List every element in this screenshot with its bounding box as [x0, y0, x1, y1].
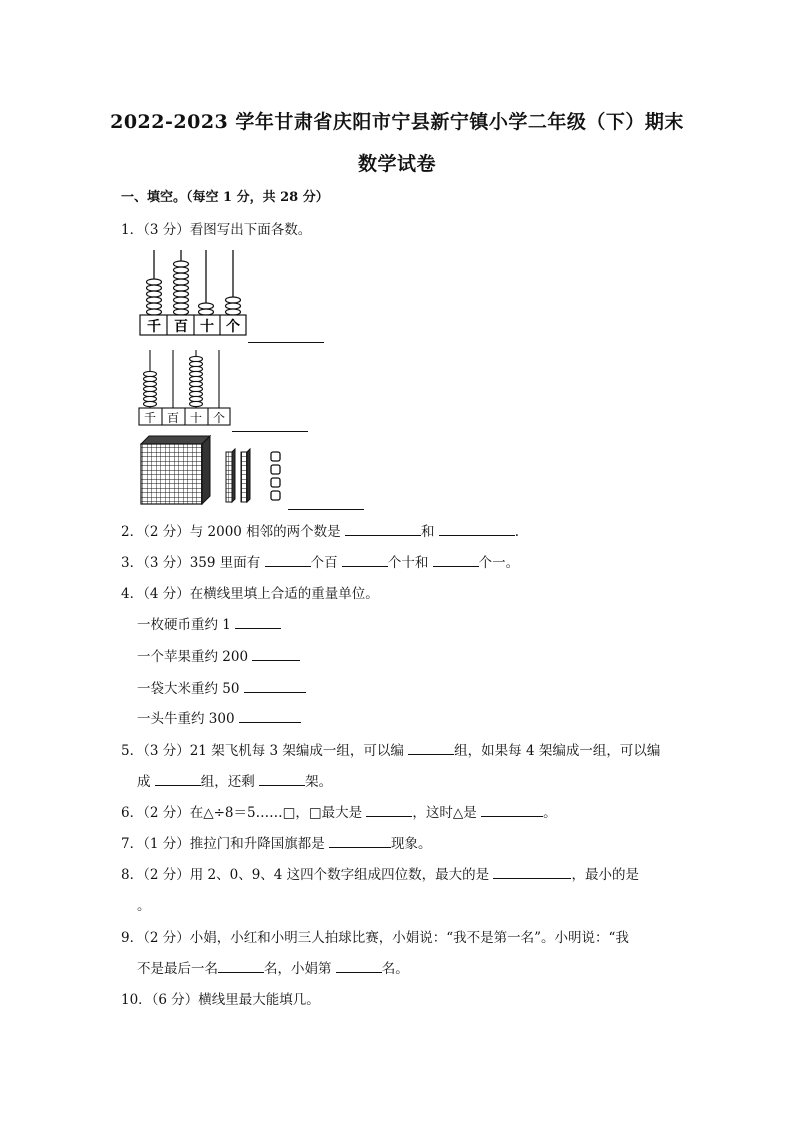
q9-text-c: 名，小娟第 — [264, 961, 332, 977]
q2-blank-1[interactable] — [345, 523, 421, 536]
abacus2-label-hundreds: 百 — [166, 411, 180, 425]
q4-item-2-text: 一个苹果重约 200 — [137, 649, 249, 665]
q6-text-c: 。 — [543, 805, 557, 821]
q2-text-c: . — [514, 524, 520, 540]
section-heading: 一、填空。（每空 1 分，共 28 分） — [121, 190, 329, 205]
q2-blank-2[interactable] — [439, 523, 515, 536]
abacus1-label-hundreds: 百 — [174, 319, 188, 335]
q9-text-d: 名。 — [381, 961, 409, 977]
q3-text-b: 个百 — [310, 555, 338, 571]
question-6 — [121, 801, 557, 821]
question-7 — [121, 832, 432, 852]
abacus-figure-2 — [138, 348, 233, 428]
question-5-line1 — [121, 739, 660, 759]
q5-blank-1[interactable] — [408, 742, 454, 755]
q5-text-d: 组，还剩 — [200, 774, 255, 790]
exam-title-line2: 数学试卷 — [357, 153, 436, 175]
q3-blank-2[interactable] — [342, 554, 388, 567]
q4-item-1-text: 一枚硬币重约 1 — [137, 617, 231, 633]
abacus-figure-1 — [138, 247, 248, 337]
q7-text-a: 7．（1 分）推拉门和升降国旗都是 — [121, 836, 325, 852]
q3-blank-1[interactable] — [265, 554, 311, 567]
q8-text-b: ，最小的是 — [571, 867, 639, 883]
q2-text-b: 和 — [420, 524, 435, 540]
q3-text-c: 个十和 — [387, 555, 429, 571]
q7-blank-1[interactable] — [329, 835, 391, 848]
q8-text-a: 8．（2 分）用 2、0、9、4 这四个数字组成四位数，最大的是 — [121, 867, 490, 883]
answer-blank-1a[interactable] — [248, 330, 324, 343]
question-4: 4．（4 分）在横线里填上合适的重量单位。 — [121, 586, 379, 602]
q4-item-coin — [137, 613, 281, 633]
q8-blank-1[interactable] — [493, 866, 571, 879]
q3-text-d: 个一。 — [478, 555, 520, 571]
q4-item-cow — [137, 707, 301, 727]
answer-blank-1c[interactable] — [288, 497, 364, 510]
q5-text-a: 5．（3 分）21 架飞机每 3 架编成一组，可以编 — [121, 743, 404, 759]
q5-text-c: 成 — [137, 774, 151, 790]
q4-blank-3[interactable] — [244, 680, 306, 693]
q4-item-apple — [137, 645, 300, 665]
question-3 — [121, 551, 519, 571]
q9-text-b: 不是最后一名 — [137, 961, 218, 977]
abacus1-label-tens: 十 — [200, 319, 214, 335]
q5-text-b: 组，如果每 4 架编成一组，可以编 — [454, 743, 661, 759]
q6-blank-1[interactable] — [366, 804, 412, 817]
q4-blank-2[interactable] — [252, 648, 300, 661]
question-5-line2 — [137, 770, 332, 790]
q4-item-rice — [137, 677, 306, 697]
q8-line2: 。 — [137, 898, 151, 914]
q7-text-b: 现象。 — [391, 836, 432, 852]
q2-text-a: 2．（2 分）与 2000 相邻的两个数是 — [121, 524, 341, 540]
question-1: 1．（3 分）看图写出下面各数。 — [121, 222, 312, 238]
q9-blank-1[interactable] — [218, 960, 264, 973]
q6-text-b: ，这时△是 — [412, 805, 477, 821]
base-ten-blocks-figure — [138, 434, 298, 508]
q5-blank-2[interactable] — [155, 773, 201, 786]
question-8 — [121, 863, 639, 883]
abacus1-label-ones: 个 — [226, 319, 240, 335]
q6-text-a: 6．（2 分）在△÷8＝5……□，□最大是 — [121, 805, 363, 821]
q4-blank-4[interactable] — [239, 710, 301, 723]
abacus2-label-ones: 个 — [212, 411, 226, 425]
answer-blank-1b[interactable] — [232, 419, 308, 432]
q6-blank-2[interactable] — [481, 804, 543, 817]
q5-blank-3[interactable] — [259, 773, 305, 786]
q5-text-e: 架。 — [305, 774, 333, 790]
question-2 — [121, 520, 519, 540]
exam-title-line1: 2022-2023 学年甘肃省庆阳市宁县新宁镇小学二年级（下）期末 — [110, 111, 684, 133]
question-9-line1: 9．（2 分）小娟，小红和小明三人拍球比赛，小娟说：“我不是第一名”。小明说：“我 — [121, 930, 629, 946]
question-9-line2 — [137, 957, 409, 977]
abacus2-label-tens: 十 — [189, 411, 203, 425]
q3-blank-3[interactable] — [433, 554, 479, 567]
q4-item-4-text: 一头牛重约 300 — [137, 711, 235, 727]
abacus2-label-thousands: 千 — [143, 411, 157, 425]
abacus1-label-thousands: 千 — [147, 319, 161, 335]
q3-text-a: 3．（3 分）359 里面有 — [121, 555, 261, 571]
q9-blank-2[interactable] — [336, 960, 382, 973]
q4-item-3-text: 一袋大米重约 50 — [137, 681, 240, 697]
q4-blank-1[interactable] — [235, 616, 281, 629]
question-10: 10．（6 分）横线里最大能填几。 — [121, 992, 320, 1008]
